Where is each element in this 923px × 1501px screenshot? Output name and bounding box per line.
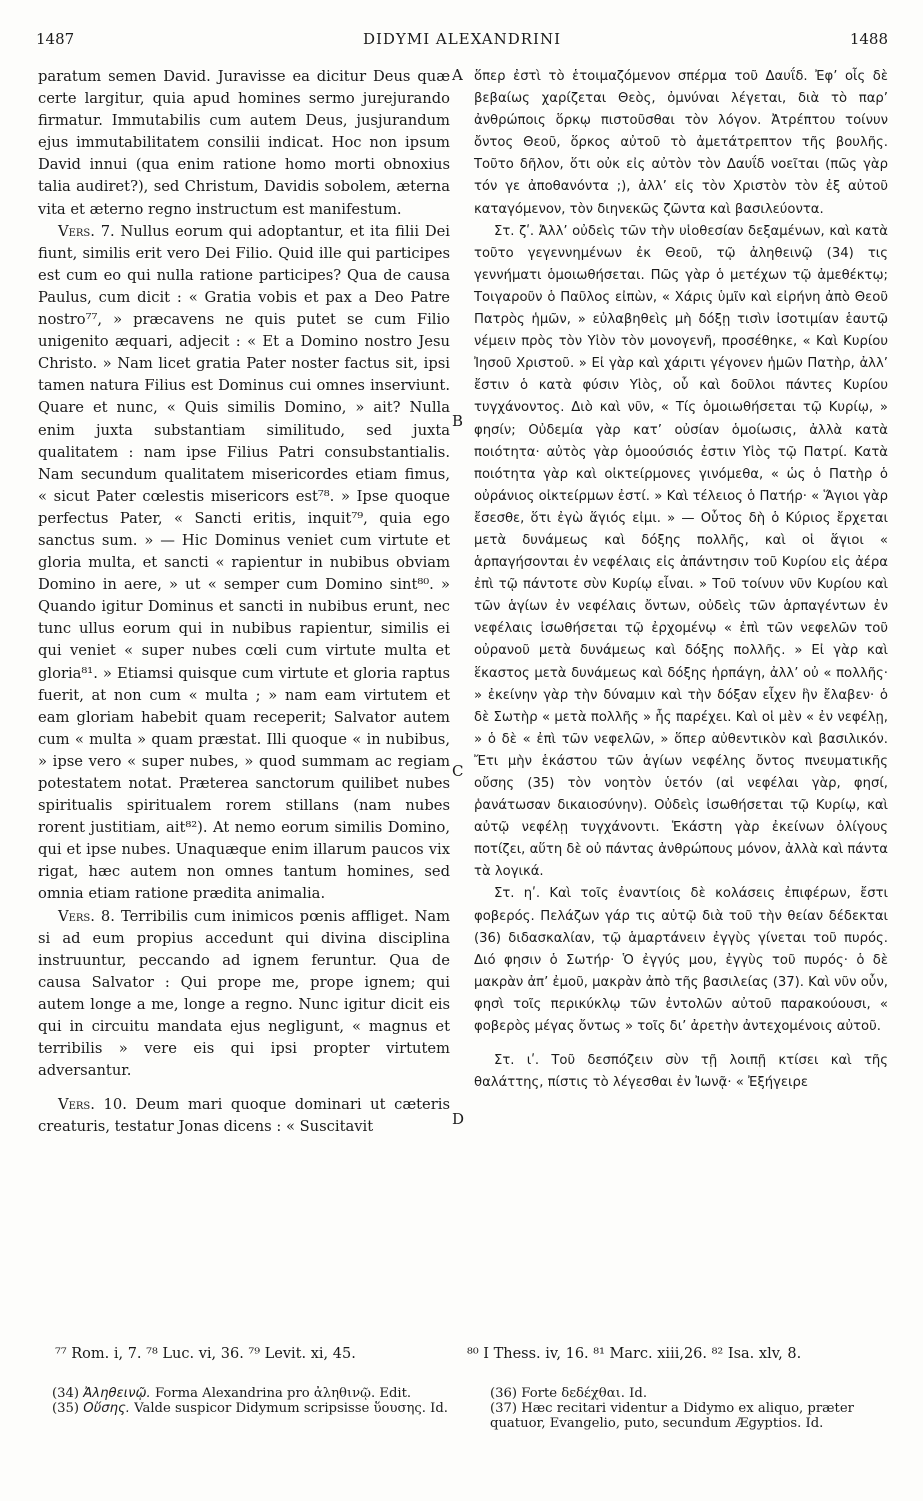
note-number: (35) — [52, 1401, 80, 1417]
note-text: Forte δεδέχθαι. Id. — [521, 1386, 648, 1401]
note-text: Hæc recitari videntur a Didymo ex aliquo, præter quatuor, Evangelio, puto, secundum Ægyptios. Id. — [490, 1401, 854, 1432]
latin-paragraph-text: Deum mari quoque dominari ut cæteris creaturis, testatur Jonas dicens : « Suscitavit — [38, 1096, 451, 1136]
verse-label: Vers. 8. — [58, 907, 115, 925]
note-term: Οὔσης. — [83, 1401, 130, 1417]
page-number-left: 1487 — [36, 30, 75, 48]
editor-notes-right — [490, 1386, 890, 1432]
greek-paragraph-text: Καὶ τοῖς ἐναντίοις δὲ κολάσεις ἐπιφέρων, ἔστι φοβερός. Πελάζων γάρ τις αὐτῷ διὰ τοῦ τὴν θείαν δέδεκται (36) διδασκαλίαν, τῷ ἁμαρτάνειν ἐγγὺς γίνεται τοῦ πυρός. Διό φησιν ὁ Σωτήρ· Ὁ ἐγγύς μου, ἐγγὺς τοῦ πυρός· ὁ δὲ μακρὰν ἀπ’ ἐμοῦ, μακρὰν ἀπὸ τῆς βασιλείας (37). Καὶ νῦν οὖν, φησὶ τοῖς περικύκλῳ τῶν ἐντολῶν αὐτοῦ παρακούουσι, « φοβερὸς μέγας ὄντως » τοῖς δι’ ἀρετὴν ἀντεχομένοις αὐτοῦ. — [474, 886, 888, 1035]
margin-letter: D — [452, 1110, 465, 1128]
latin-paragraph — [38, 66, 450, 221]
greek-paragraph-text: Τοῦ δεσπόζειν σὺν τῇ λοιπῇ κτίσει καὶ τῆς θαλάττης, πίστις τὸ λέγεσθαι ἐν Ἰωνᾷ· « Ἐξήγειρε — [474, 1053, 888, 1091]
margin-letter: B — [452, 412, 464, 430]
latin-paragraph — [38, 906, 450, 1083]
greek-paragraph — [474, 221, 888, 884]
greek-column — [474, 66, 888, 1094]
scripture-references-right: ⁸⁰ I Thess. iv, 16. ⁸¹ Marc. xiii,26. ⁸² Isa. xlv, 8. — [467, 1346, 802, 1362]
greek-paragraph-text: ὅπερ ἐστὶ τὸ ἑτοιμαζόμενον σπέρμα τοῦ Δαυΐδ. Ἐφ’ οἷς δὲ βεβαίως χαρίζεται Θεὸς, ὀμνύναι λέγεται, διὰ τὸ παρ’ ἀνθρώποις ὅρκῳ πιστοῦσθαι τὸν λόγον. Ἀτρέπτου τοίνυν ὄντος Θεοῦ, ὅρκος αὐτοῦ τὸ ἀμετάτρεπτον τῆς βουλῆς. Τοῦτο δῆλον, ὅτι οὐκ εἰς αὐτὸν τὸν Δαυΐδ νοεῖται (πῶς γὰρ τόν γε ἀποθανόντα ;), ἀλλ’ εἰς τὸν Χριστὸν τὸν ἐξ αὐτοῦ καταγόμενον, τὸν διηνεκῶς ζῶντα καὶ βασιλεύοντα. — [474, 69, 888, 217]
note-text: Valde suspicor Didymum scripsisse ὕουσης. Id. — [134, 1401, 448, 1417]
editor-note — [52, 1401, 458, 1416]
note-number: (34) — [52, 1386, 80, 1401]
latin-paragraph-text: paratum semen David. Juravisse ea dicitur Deus quæ certe largitur, quia apud homines sermo jurejurando firmatur. Immutabilis cum autem Deus, jusjurandum ejus immutabilitatem consilii indicat. Hoc non ipsum David innui (qua enim ratione homo morti obnoxius talia audiret?), sed Christum, Davidis sobolem, æterna vita et æterno regno instructum est manifestum. — [38, 68, 450, 218]
verse-label: Vers. 7. — [58, 222, 115, 240]
note-text: Forma Alexandrina pro ἀληθινῷ. Edit. — [154, 1386, 412, 1401]
margin-letter: C — [452, 762, 464, 780]
greek-paragraph — [474, 1050, 888, 1094]
verse-label: Στ. ηʹ. — [494, 886, 541, 902]
page-number-right: 1488 — [849, 30, 888, 48]
editor-note — [490, 1401, 890, 1431]
greek-paragraph — [474, 66, 888, 221]
page-header — [36, 30, 888, 54]
running-title: DIDYMI ALEXANDRINI — [362, 30, 562, 48]
editor-note — [52, 1386, 458, 1401]
greek-paragraph-text: Ἀλλ’ οὐδεὶς τῶν τὴν υἱοθεσίαν δεξαμένων, καὶ κατὰ τοῦτο γεγεννημένων ἐκ Θεοῦ, τῷ ἀληθεινῷ (34) τις γεννήματι ὁμοιωθήσεται. Πῶς γὰρ ὁ μετέχων τῷ ἀμεθέκτῳ; Τοιγαροῦν ὁ Παῦλος εἰπὼν, « Χάρις ὑμῖν καὶ εἰρήνη ἀπὸ Θεοῦ Πατρὸς ἡμῶν, » εὐλαβηθεὶς μὴ δόξῃ τισὶν ἰσοτιμίαν ἑαυτῷ νέμειν πρὸς τὸν Υἱὸν τὸν μονογενῆ, προσέθηκε, « Καὶ Κυρίου Ἰησοῦ Χριστοῦ. » Εἰ γὰρ καὶ χάριτι γέγονεν ἡμῶν Πατὴρ, ἀλλ’ ἔστιν ὁ κατὰ φύσιν Υἱὸς, οὗ καὶ δοῦλοι πάντες Κυρίου τυγχάνοντος. Διὸ καὶ νῦν, « Τίς ὁμοιωθήσεται τῷ Κυρίῳ, » φησίν; Οὐδεμία γὰρ κατ’ οὐσίαν ὁμοίωσις, ἀλλὰ κατὰ ποιότητα· αὐτὸς γὰρ ὁμοούσιός ἐστιν Υἱὸς τῷ Πατρί. Κατὰ ποιότητα γὰρ καὶ οἰκτείρμονες γινόμεθα, « ὡς ὁ Πατὴρ ὁ οὐράνιος οἰκτείρμων ἐστί. » Καὶ τέλειος ὁ Πατήρ· « Ἅγιοι γὰρ ἔσεσθε, ὅτι ἐγὼ ἅγιός εἰμι. » — Οὗτος δὴ ὁ Κύριος ἔρχεται μετὰ δυνάμεως καὶ δόξης πολλῆς, καὶ οἱ ἅγιοι « ἁρπαγήσονται ἐν νεφέλαις εἰς ἀπάντησιν τοῦ Κυρίου εἰς ἀέρα ἐπὶ τῷ πάντοτε σὺν Κυρίῳ εἶναι. » Τοῦ τοίνυν νῦν Κυρίου καὶ τῶν ἁγίων ἐν νεφέλαις ὄντων, οὐδεὶς τῶν ἁρπαγέντων ἐν νεφέλαις ἰσωθήσεται τῷ ἐρχομένῳ « ἐπὶ τῶν νεφελῶν τοῦ οὐρανοῦ μετὰ δυνάμεως καὶ δόξης πολλῆς. » Εἰ γὰρ καὶ ἕκαστος μετὰ δυνάμεως καὶ δόξης ἡρπάγη, ἀλλ’ οὐ « πολλῆς· » ἐκείνην γὰρ τὴν δύναμιν καὶ τὴν δόξαν εἶχεν ἣν ἔλαβεν· ὁ δὲ Σωτὴρ « μετὰ πολλῆς » ἧς παρέχει. Καὶ οἱ μὲν « ἐν νεφέλῃ, » ὁ δὲ « ἐπὶ τῶν νεφελῶν, » ὅπερ αὐθεντικὸν καὶ βασιλικόν. Ἔτι μὴν ἑκάστου τῶν ἁγίων νεφέλης ὄντος πνευματικῆς οὔσης (35) τὸν νοητὸν ὑετόν (αἱ νεφέλαι γὰρ, φησί, ῥανάτωσαν δικαιοσύνην). Οὐδεὶς ἰσωθήσεται τῷ Κυρίῳ, καὶ αὐτῷ νεφέλῃ τυγχάνοντι. Ἑκάστη γὰρ ἐκείνων ὀλίγους ποτίζει, αὕτη δὲ οὐ πάντας ἀνθρώπους μόνον, ἀλλὰ καὶ πάντα τὰ λογικά. — [474, 223, 888, 880]
greek-paragraph — [474, 883, 888, 1038]
latin-paragraph — [38, 221, 450, 906]
verse-label: Στ. ιʹ. — [494, 1053, 540, 1069]
latin-paragraph-text: Terribilis cum inimicos pœnis affliget. Nam si ad eum propius accedunt qui divina disciplina instruuntur, peccando ad ignem feruntur. Qua de causa Salvator : Qui prope me, prope ignem; qui autem longe a me, longe a regno. Nunc igitur dicit eis qui in circuitu mandata ejus negligunt, « magnus et terribilis » vere eis qui ipsi propter virtutem adversantur. — [38, 907, 451, 1080]
scripture-references-left: ⁷⁷ Rom. i, 7. ⁷⁸ Luc. vi, 36. ⁷⁹ Levit. xi, 45. — [55, 1346, 356, 1362]
note-number: (37) — [490, 1401, 518, 1417]
verse-label: Στ. ζʹ. — [494, 223, 535, 239]
note-term: Ἀληθεινῷ. — [83, 1386, 151, 1401]
verse-label: Vers. 10. — [58, 1096, 127, 1114]
latin-paragraph-text: Nullus eorum qui adoptantur, et ita filii Dei fiunt, similis erit vero Dei Filio. Quid ille qui participes est cum eo qui nulla ratione participes? Qua de causa Paulus, cum dicit : « Gratia vobis et pax a Deo Patre nostro⁷⁷, » præcavens ne quis putet se cum Filio unigenito æquari, adjecit : « Et a Domino nostro Jesu Christo. » Nam licet gratia Pater noster factus sit, ipsi tamen natura Filius est Dominus cui omnes inserviunt. Quare et nunc, « Quis similis Domino, » ait? Nulla enim juxta substantiam similitudo, sed juxta qualitatem : nam ipse Filius Patri consubstantialis. Nam secundum qualitatem misericordes etiam fimus, « sicut Pater cœlestis misericors est⁷⁸. » Ipse quoque perfectus Pater, « Sancti eritis, inquit⁷⁹, quia ego sanctus sum. » — Hic Dominus veniet cum virtute et gloria multa, et sancti « rapientur in nubibus obviam Domino in aere, » ut « semper cum Domino sint⁸⁰. » Quando igitur Dominus et sancti in nubibus erunt, nec tunc ullus eorum qui in nubibus rapientur, similis ei qui veniet « super nubes cœli cum virtute multa et gloria⁸¹. » Etiamsi quisque cum virtute et gloria raptus fuerit, at non cum « multa ; » nam eam virtutem et eam gloriam habebit quam receperit; Salvator autem cum « multa » quam præstat. Illi quoque « in nubibus, » ipse vero « super nubes, » quod summam ac regiam potestatem notat. Præterea sanctorum quilibet nubes spiritualis spiritualem rorem stillans (nam nubes rorent justitiam, ait⁸²). At nemo eorum similis Domino, qui et ipse nubes. Unaquæque enim illarum paucos vix rigat, hæc autem non omnes tantum homines, sed omnia etiam ratione prædita animalia. — [38, 222, 450, 903]
editor-notes-left — [52, 1386, 458, 1416]
latin-column — [38, 66, 450, 1139]
margin-letter: A — [452, 66, 463, 84]
editor-note — [490, 1386, 890, 1401]
note-number: (36) — [490, 1386, 518, 1401]
latin-paragraph — [38, 1094, 450, 1138]
